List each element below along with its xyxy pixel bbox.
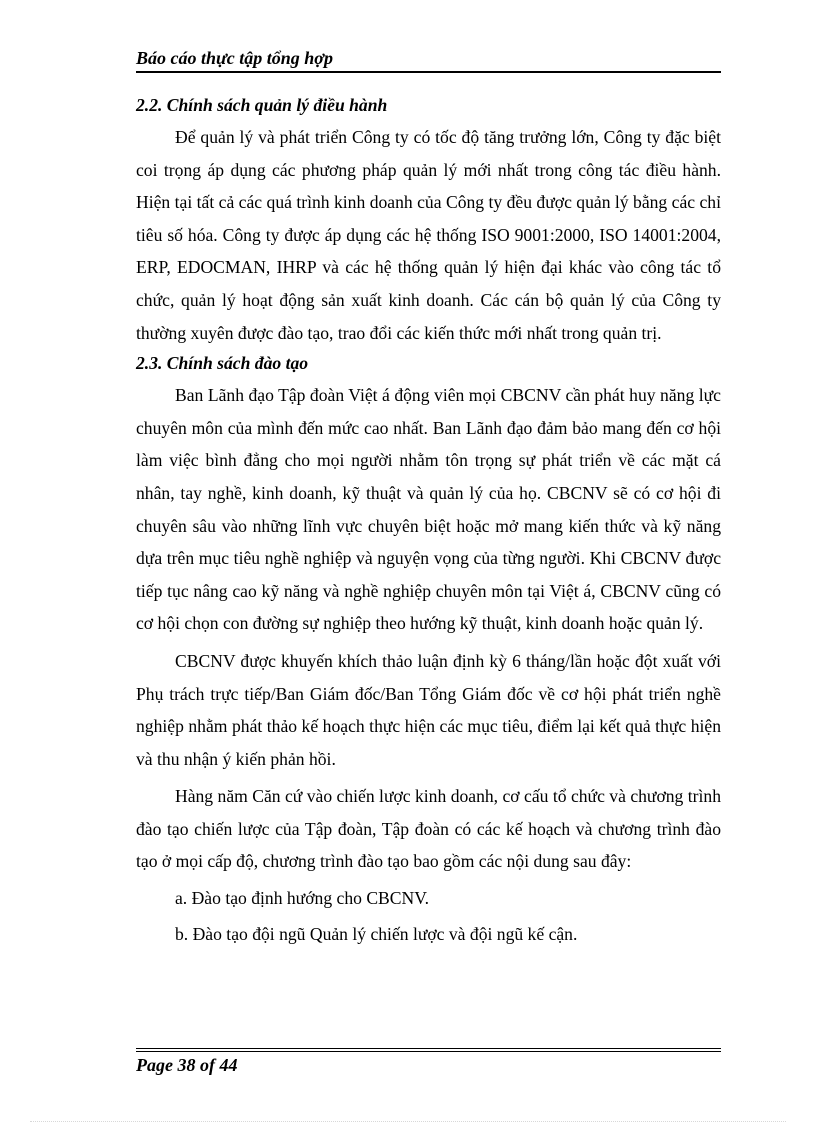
header-title: Báo cáo thực tập tổng hợp bbox=[136, 48, 333, 68]
page-number: Page 38 of 44 bbox=[136, 1055, 238, 1075]
footer-divider bbox=[136, 1048, 721, 1052]
document-body bbox=[136, 93, 721, 950]
section-heading-2-2: 2.2. Chính sách quản lý điều hành bbox=[136, 95, 388, 115]
paragraph-training-intro: Ban Lãnh đạo Tập đoàn Việt á động viên mọi CBCNV cần phát huy năng lực chuyên môn của mình đến mức cao nhất. Ban Lãnh đạo đảm bảo mang đến cơ hội làm việc bình đẳng cho mọi người nhằm tôn trọng sự phát triển về các mặt cá nhân, tay nghề, kinh doanh, kỹ thuật và quản lý của họ. CBCNV sẽ có cơ hội đi chuyên sâu vào những lĩnh vực chuyên biệt hoặc mở mang kiến thức và kỹ năng dựa trên mục tiêu nghề nghiệp và nguyện vọng của từng người. Khi CBCNV được tiếp tục nâng cao kỹ năng và nghề nghiệp chuyên môn tại Việt á, CBCNV cũng có cơ hội chọn con đường sự nghiệp theo hướng kỹ thuật, kinh doanh hoặc quản lý. bbox=[136, 385, 721, 634]
list-item-a: a. Đào tạo định hướng cho CBCNV. bbox=[175, 888, 430, 909]
paragraph-annual-plan: Hàng năm Căn cứ vào chiến lược kinh doanh, cơ cấu tổ chức và chương trình đào tạo chiến lược của Tập đoàn, Tập đoàn có các kế hoạch và chương trình đào tạo ở mọi cấp độ, chương trình đào tạo bao gồm các nội dung sau đây: bbox=[136, 786, 721, 872]
page-header bbox=[136, 48, 721, 73]
page-bottom-edge bbox=[30, 1121, 786, 1122]
paragraph-career-discussion: CBCNV được khuyến khích thảo luận định kỳ 6 tháng/lần hoặc đột xuất với Phụ trách trực tiếp/Ban Giám đốc/Ban Tổng Giám đốc về cơ hội phát triển nghề nghiệp nhằm phát thảo kế hoạch thực hiện các mục tiêu, điểm lại kết quả thực hiện và thu nhận ý kiến phản hồi. bbox=[136, 650, 721, 769]
list-item-b: b. Đào tạo đội ngũ Quản lý chiến lược và đội ngũ kế cận. bbox=[175, 923, 578, 944]
section-heading-2-3: 2.3. Chính sách đào tạo bbox=[136, 353, 309, 374]
paragraph-management-policy: Để quản lý và phát triển Công ty có tốc độ tăng trưởng lớn, Công ty đặc biệt coi trọng áp dụng các phương pháp quản lý mới nhất trong công tác điều hành. Hiện tại tất cả các quá trình kinh doanh của Công ty đều được quản lý bằng các chỉ tiêu số hóa. Công ty được áp dụng các hệ thống ISO 9001:2000, ISO 14001:2004, ERP, EDOCMAN, IHRP và các hệ thống quản lý hiện đại khác vào công tác tổ chức, quản lý hoạt động sản xuất kinh doanh. Các cán bộ quản lý của Công ty thường xuyên được đào tạo, trao đổi các kiến thức mới nhất trong quản trị. bbox=[136, 127, 721, 343]
